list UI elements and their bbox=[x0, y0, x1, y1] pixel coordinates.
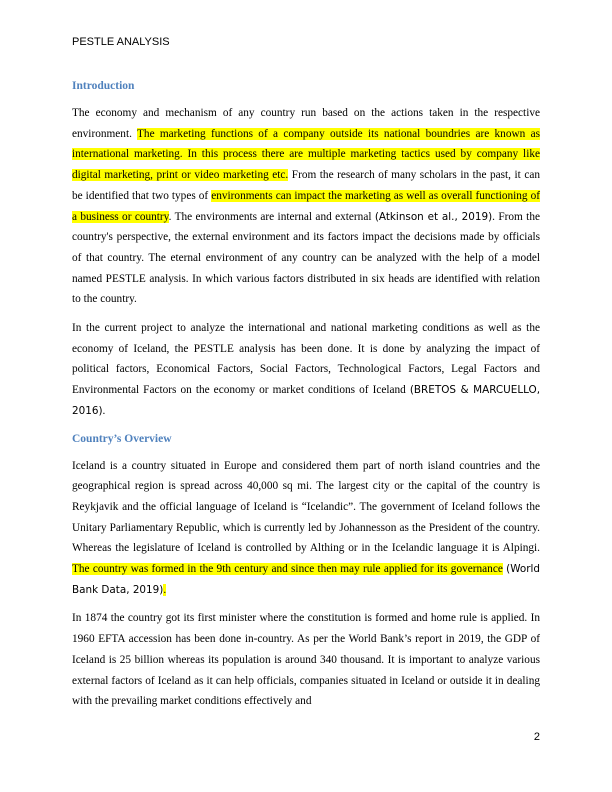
page-number: 2 bbox=[533, 731, 540, 743]
citation: (World Bank Data, 2019) bbox=[72, 563, 540, 596]
overview-paragraph-2 bbox=[72, 608, 540, 712]
document-body bbox=[72, 77, 540, 720]
intro-paragraph-1 bbox=[72, 103, 540, 310]
text-run: Iceland is a country situated in Europe and considered them part of north island countries and the geographical region is spread across 40,000 sq mi. The largest city or the capital of the country is Reykjavik and the official language of Iceland is “Icelandic”. The government of Iceland follows the Unitary Parliamentary Republic, which is currently led by Johannesson as the President of the country. Whereas the legislature of Iceland is controlled by Althing or in the Icelandic language it is Alpingi. bbox=[72, 459, 540, 555]
highlighted-text: . bbox=[163, 583, 167, 596]
text-run: In 1874 the country got its first minister where the constitution is formed and home rule is applied. In 1960 EFTA accession has been done in-country. As per the World Bank’s report in 2019, the GDP of Iceland is 25 billion whereas its population is around 340 thousand. It is important to analyze various external factors of Iceland as it can help officials, companies situated in Iceland or outside it in dealing with the prevailing market conditions effectively and bbox=[72, 612, 540, 708]
text-run: . From the country's perspective, the external environment and its factors impact the decisions made by officials of that country. The eternal environment of any country can be analyzed with the help of a model named PESTLE analysis. In which various factors distributed in six heads are identified with relation to the country. bbox=[72, 210, 540, 306]
intro-paragraph-2 bbox=[72, 318, 540, 422]
text-run: In the current project to analyze the international and national marketing conditions as well as the economy of Iceland, the PESTLE analysis has been done. It is done by analyzing the impact of political factors, Economical Factors, Social Factors, Technological Factors, Legal Factors and Environmental Factors on the economy or market conditions of Iceland bbox=[72, 322, 540, 397]
citation: (Atkinson et al., 2019) bbox=[374, 210, 493, 223]
text-run: . The environments are internal and external bbox=[168, 210, 375, 223]
highlighted-text: The country was formed in the 9th century and since then may rule applied for its governance bbox=[72, 563, 503, 576]
text-run: From the research of many scholars in the past, it can be identified that two types of bbox=[72, 169, 540, 202]
highlighted-text: environments can impact the marketing as well as overall functioning of a business or country bbox=[72, 189, 540, 223]
heading-country-overview: Country’s Overview bbox=[72, 432, 172, 445]
citation: (BRETOS & MARCUELLO, 2016) bbox=[72, 384, 541, 417]
text-run: . bbox=[102, 404, 106, 417]
text-run: The economy and mechanism of any country run based on the actions taken in the respective environment. bbox=[72, 107, 540, 140]
running-header: PESTLE ANALYSIS bbox=[72, 36, 170, 48]
overview-paragraph-1 bbox=[72, 456, 540, 601]
heading-introduction: Introduction bbox=[72, 80, 135, 92]
highlighted-text: The marketing functions of a company outside its national boundries are known as international marketing. In this process there are multiple marketing tactics used by company like digital marketing, print or video marketing etc. bbox=[72, 127, 540, 182]
